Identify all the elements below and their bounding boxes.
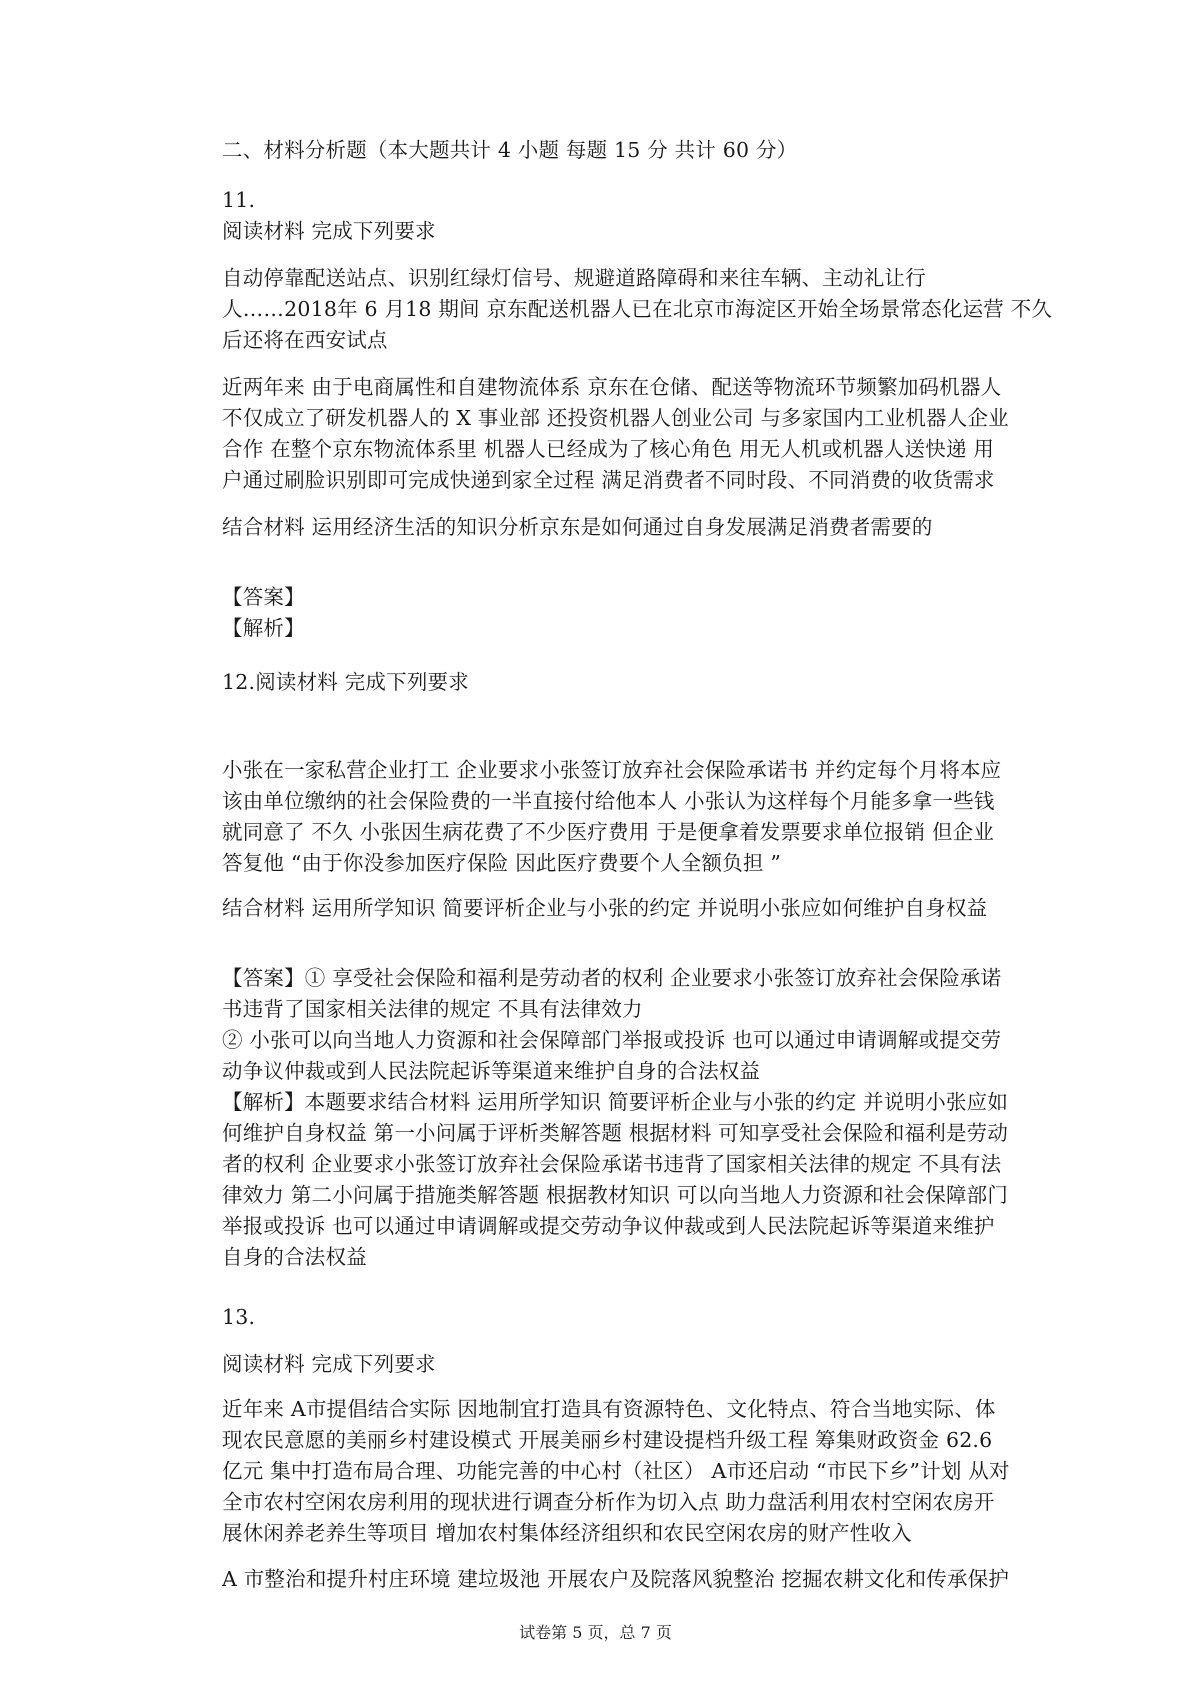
question-13-material-line: 全市农村空闲农房利用的现状进行调查分析作为切入点 助力盘活利用农村空闲农房开 — [222, 1490, 995, 1514]
question-12-material-line: 答复他 “由于你没参加医疗保险 因此医疗费要个人全额负担 ” — [222, 851, 782, 875]
question-11-material-line: 自动停靠配送站点、识别红绿灯信号、规避道路障碍和来往车辆、主动礼让行 — [222, 266, 926, 290]
question-11-question: 结合材料 运用经济生活的知识分析京东是如何通过自身发展满足消费者需要的 — [222, 515, 933, 539]
question-12-analysis-line: 律效力 第二小问属于措施类解答题 根据教材知识 可以向当地人力资源和社会保障部门 — [222, 1183, 1009, 1207]
question-11-material-line: 近两年来 由于电商属性和自建物流体系 京东在仓储、配送等物流环节频繁加码机器人 — [222, 375, 1002, 399]
question-13-prompt: 阅读材料 完成下列要求 — [222, 1352, 436, 1376]
question-13-material-line: A 市整治和提升村庄环境 建垃圾池 开展农户及院落风貌整治 挖掘农耕文化和传承保护 — [222, 1567, 1010, 1591]
question-12-material-line: 小张在一家私营企业打工 企业要求小张签订放弃社会保险承诺书 并约定每个月将本应 — [222, 758, 1002, 782]
question-12-material-line: 该由单位缴纳的社会保险费的一半直接付给他本人 小张认为这样每个月能多拿一些钱 — [222, 789, 995, 813]
page-footer: 试卷第 5 页，总 7 页 — [519, 1623, 672, 1642]
question-11-material-line: 后还将在西安试点 — [222, 328, 388, 352]
question-11-number: 11. — [222, 188, 256, 212]
question-12-answer-line: 【答案】① 享受社会保险和福利是劳动者的权利 企业要求小张签订放弃社会保险承诺 — [222, 966, 1002, 990]
question-12-answer-line: ② 小张可以向当地人力资源和社会保障部门举报或投诉 也可以通过申请调解或提交劳 — [222, 1028, 1002, 1052]
question-11-material-line: 户通过刷脸识别即可完成快递到家全过程 满足消费者不同时段、不同消费的收货需求 — [222, 468, 995, 492]
section-heading: 二、材料分析题（本大题共计 4 小题 每题 15 分 共计 60 分） — [222, 138, 798, 162]
question-13-number: 13. — [222, 1305, 256, 1329]
question-11-material-line: 人……2018年 6 月18 期间 京东配送机器人已在北京市海淀区开始全场景常态化运营 不久 — [222, 297, 1053, 321]
question-11-material-line: 不仅成立了研发机器人的 X 事业部 还投资机器人创业公司 与多家国内工业机器人企业 — [222, 406, 1009, 430]
question-13-material-line: 亿元 集中打造布局合理、功能完善的中心村（社区） A市还启动 “市民下乡”计划 从对 — [222, 1459, 1010, 1483]
question-11-analysis-label: 【解析】 — [222, 616, 305, 640]
question-12-analysis-line: 者的权利 企业要求小张签订放弃社会保险承诺书违背了国家相关法律的规定 不具有法 — [222, 1152, 1002, 1176]
question-12-title: 12.阅读材料 完成下列要求 — [222, 670, 469, 694]
question-12-analysis-line: 举报或投诉 也可以通过申请调解或提交劳动争议仲裁或到人民法院起诉等渠道来维护 — [222, 1214, 995, 1238]
question-13-material-line: 近年来 A市提倡结合实际 因地制宜打造具有资源特色、文化特点、符合当地实际、体 — [222, 1397, 996, 1421]
question-11-answer-label: 【答案】 — [222, 585, 305, 609]
question-12-question: 结合材料 运用所学知识 简要评析企业与小张的约定 并说明小张应如何维护自身权益 — [222, 896, 988, 920]
question-12-analysis-line: 自身的合法权益 — [222, 1245, 367, 1269]
question-12-material-line: 就同意了 不久 小张因生病花费了不少医疗费用 于是便拿着发票要求单位报销 但企业 — [222, 820, 995, 844]
question-12-answer-line: 动争议仲裁或到人民法院起诉等渠道来维护自身的合法权益 — [222, 1059, 761, 1083]
question-12-analysis-line: 何维护自身权益 第一小问属于评析类解答题 根据材料 可知享受社会保险和福利是劳动 — [222, 1121, 1009, 1145]
question-11-prompt: 阅读材料 完成下列要求 — [222, 219, 436, 243]
question-12-analysis-line: 【解析】本题要求结合材料 运用所学知识 简要评析企业与小张的约定 并说明小张应如 — [222, 1090, 1009, 1114]
question-13-material-line: 展休闲养老养生等项目 增加农村集体经济组织和农民空闲农房的财产性收入 — [222, 1521, 912, 1545]
question-13-material-line: 现农民意愿的美丽乡村建设模式 开展美丽乡村建设提档升级工程 筹集财政资金 62.6 — [222, 1428, 993, 1452]
question-12-answer-line: 书违背了国家相关法律的规定 不具有法律效力 — [222, 997, 643, 1021]
question-11-material-line: 合作 在整个京东物流体系里 机器人已经成为了核心角色 用无人机或机器人送快递 用 — [222, 437, 995, 461]
